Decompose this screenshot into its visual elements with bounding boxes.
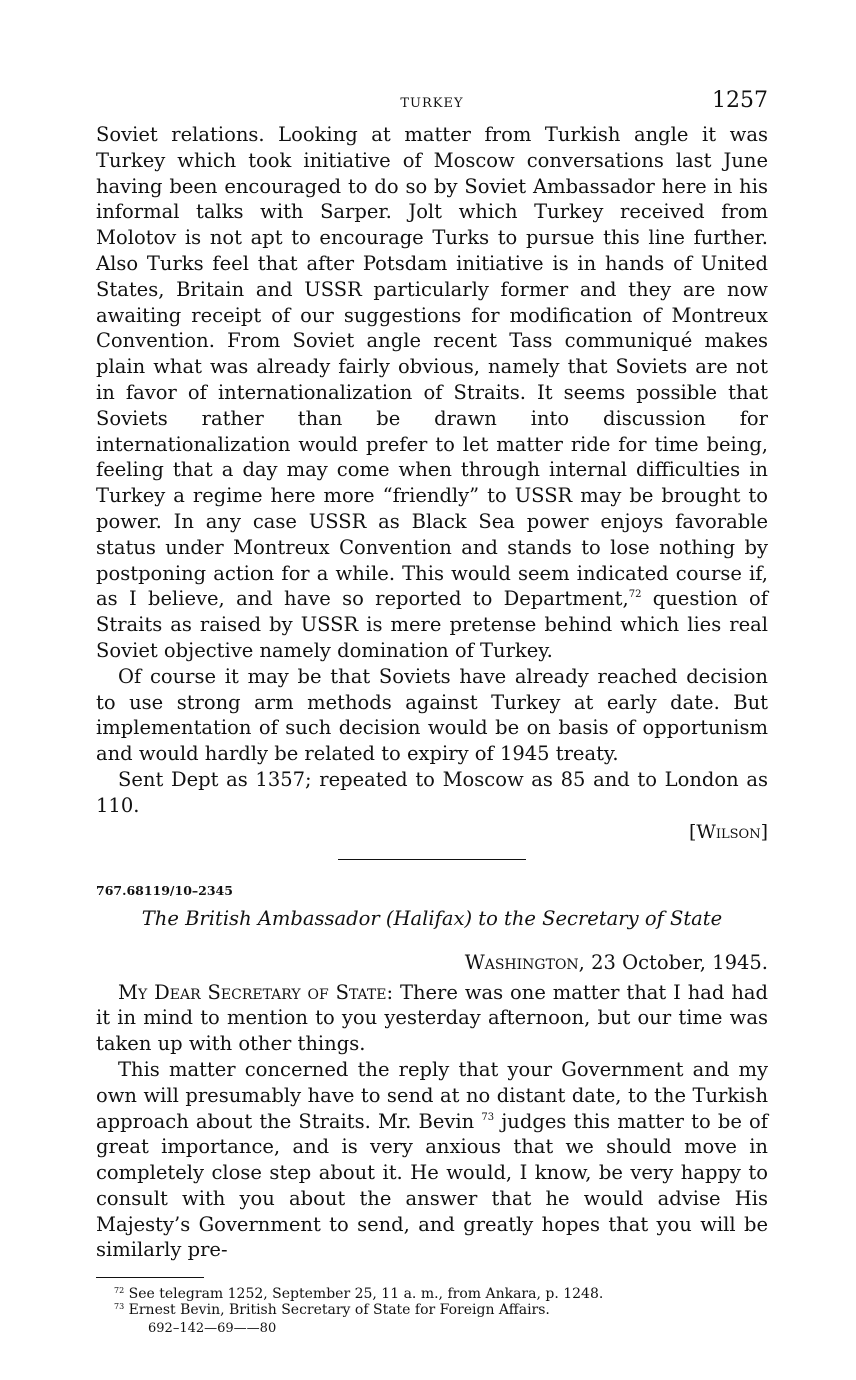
- running-title: TURKEY: [400, 96, 464, 111]
- footnote: [96, 1286, 768, 1302]
- letter-p1-rest: : There was one matter that I had had it in mind to mention to you yesterday afternoon, but our time was taken up with other things.: [96, 980, 768, 1056]
- dateline-date: , 23 October, 1945.: [578, 950, 768, 974]
- telegram-p1-end: question of Straits as raised by USSR is mere pretense behind which lies real Soviet objective namely domination of Turkey.: [96, 587, 768, 662]
- letter-paragraph-1: [96, 980, 768, 1057]
- section-divider: [338, 859, 526, 860]
- letter-p2-end: judges this matter to be of great importance, and is very anxious that we should move in completely close step about it. He would, I know, be very happy to consult with you about the answer that he would advise His Majesty’s Government to send, and greatly hopes that you will be similarly pre-: [96, 1109, 769, 1262]
- printer-mark: 692–142—69——80: [148, 1321, 277, 1337]
- letter-p2-start: This matter concerned the reply that your Government and my own will presumably have to send at no distant date, to the Turkish approach about the Straits. Mr. Bevin: [96, 1057, 768, 1133]
- footnote-ref-73[interactable]: 73: [481, 1111, 495, 1123]
- document-title: The British Ambassador (Halifax) to the Secretary of State: [141, 906, 723, 930]
- footnote-ref-72[interactable]: 72: [628, 589, 642, 601]
- telegram-signature: [Wilson]: [688, 820, 768, 843]
- running-head: [96, 88, 768, 122]
- telegram-paragraph-2: Of course it may be that Soviets have already reached decision to use strong arm methods against Turkey at early date. But implementation of such decision would be on basis of opportunism and would hardly be related to expiry of 1945 treaty.: [96, 664, 768, 766]
- footnote-number: 73: [114, 1302, 125, 1312]
- page-number: 1257: [712, 88, 768, 113]
- dateline-place: Washington: [464, 950, 579, 974]
- dateline: [96, 950, 768, 976]
- footnote-text: Ernest Bevin, British Secretary of State for Foreign Affairs.: [124, 1302, 550, 1319]
- letter-paragraph-2: [96, 1057, 768, 1263]
- letter-salutation: My Dear Secretary of State: [118, 980, 387, 1004]
- telegram-paragraph-1: [96, 122, 768, 664]
- document-page: [96, 88, 768, 1338]
- footnote: [96, 1302, 768, 1318]
- file-number: 767.68119/10–2345: [96, 882, 233, 898]
- footnote-text: See telegram 1252, September 25, 11 a. m., from Ankara, p. 1248.: [124, 1286, 604, 1303]
- footnote-divider: [96, 1277, 204, 1278]
- footnote-number: 72: [114, 1286, 125, 1296]
- telegram-paragraph-3: Sent Dept as 1357; repeated to Moscow as 85 and to London as 110.: [96, 767, 768, 817]
- telegram-p1-text: Soviet relations. Looking at matter from Turkish angle it was Turkey which took initiative of Moscow conversations last June having been encouraged to do so by Soviet Ambassador here in his informal talks with Sarper. Jolt which Turkey received from Molotov is not apt to encourage Turks to pursue this line further. Also Turks feel that after Potsdam initiative is in hands of United States, Britain and USSR particularly former and they are now awaiting receipt of our suggestions for modification of Montreux Convention. From Soviet angle recent Tass communiqué makes plain what was already fairly obvious, namely that Soviets are not in favor of internationalization of Straits. It seems possible that Soviets rather than be drawn into discussion for internationalization would prefer to let matter ride for time being, feeling that a day may come when through internal difficulties in Turkey a regime here more “friendly” to USSR may be brought to power. In any case USSR as Black Sea power enjoys favorable status under Montreux Convention and stands to lose nothing by postponing action for a while. This would seem indicated course if, as I believe, and have so reported to Department,: [96, 123, 768, 611]
